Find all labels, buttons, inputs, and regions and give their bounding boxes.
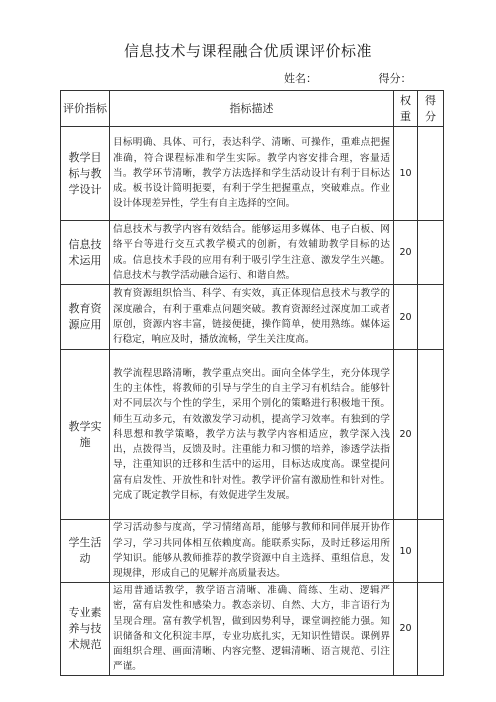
row-score-cell[interactable]	[418, 520, 444, 583]
table-header-row	[61, 91, 444, 127]
row-description: 运用普通话教学，教学语言清晰、准确、简练、生动、逻辑严密，富有启发性和感染力。教态亲切、自然、大方，非言语行为呈现合理。富有教学机智，做到因势利导，课堂调控能力强。知识储备和文化积淀丰厚，专业功底扎实，无知识性错误。课例界面组织合理、画面清晰、内容完整、逻辑清晰、语言规范、引注严谨。	[110, 583, 394, 676]
row-weight: 20	[394, 350, 418, 520]
row-weight: 10	[394, 520, 418, 583]
row-category: 信息技术运用	[61, 221, 110, 285]
row-weight: 10	[394, 127, 418, 221]
row-category: 专业素养与技术规范	[61, 583, 110, 676]
table-row	[61, 583, 444, 676]
row-score-cell[interactable]	[418, 350, 444, 520]
row-category: 教学目标与教学设计	[61, 127, 110, 221]
table-row	[61, 285, 444, 350]
name-label: 姓名：	[284, 72, 317, 85]
row-score-cell[interactable]	[418, 285, 444, 350]
header-description: 指标描述	[110, 91, 394, 127]
row-score-cell[interactable]	[418, 583, 444, 676]
table-row	[61, 520, 444, 583]
page-title: 信息技术与课程融合优质课评价标准	[123, 42, 372, 60]
row-description: 信息技术与教学内容有效结合。能够运用多媒体、电子白板、网络平台等进行交互式教学模式的创新，有效辅助教学目标的达成。信息技术手段的应用有利于吸引学生注意、激发学生兴趣。信息技术与教学活动融合运行、和谐自然。	[110, 221, 394, 285]
row-description: 教学流程思路清晰，教学重点突出。面向全体学生，充分体现学生的主体性，将教师的引导与学生的自主学习有机结合。能够针对不同层次与个性的学生，采用个别化的策略进行积极地干预。师生互动多元，有效激发学习动机，提高学习效率。有独到的学科思想和教学策略，教学方法与教学内容相适应，教学深入浅出，点拨得当，反馈及时。注重能力和习惯的培养，渗透学法指导，注重知识的迁移和生活中的运用，目标达成度高。课堂提问富有启发性、开放性和针对性。教学评价富有激励性和针对性。完成了既定教学目标，有效促进学生发展。	[110, 350, 394, 520]
row-weight: 20	[394, 285, 418, 350]
table-row	[61, 221, 444, 285]
evaluation-table	[60, 90, 444, 676]
row-description: 目标明确、具体、可行，表达科学、清晰、可操作，重难点把握准确，符合课程标准和学生实际。教学内容安排合理，容量适当。教学环节清晰，教学方法选择和学生活动设计有利于目标达成。板书设计简明扼要，有利于学生把握重点，突破难点。作业设计体现差异性，学生有自主选择的空间。	[110, 127, 394, 221]
header-score: 得分	[418, 91, 444, 127]
table-row	[61, 127, 444, 221]
header-fields	[284, 70, 412, 86]
table-row	[61, 350, 444, 520]
header-item: 评价指标	[61, 91, 110, 127]
row-score-cell[interactable]	[418, 221, 444, 285]
row-description: 学习活动参与度高，学习情绪高昂，能够与教师和同伴展开协作学习，学习共同体相互依赖度高。能联系实际，及时迁移运用所学知识。能够从教师推荐的教学资源中自主选择、重组信息，发现规律，形成自己的见解并高质量表达。	[110, 520, 394, 583]
score-label: 得分：	[378, 72, 412, 85]
row-description: 教育资源组织恰当、科学、有实效，真正体现信息技术与教学的深度融合，有利于重难点问题突破。教育资源经过深度加工或者原创，资源内容丰富，链接便捷，操作简单，使用熟练。媒体运行稳定，响应及时，播放流畅，学生关注度高。	[110, 285, 394, 350]
header-weight: 权重	[394, 91, 418, 127]
row-weight: 20	[394, 583, 418, 676]
row-weight: 20	[394, 221, 418, 285]
row-category: 学生活动	[61, 520, 110, 583]
row-score-cell[interactable]	[418, 127, 444, 221]
row-category: 教育资源应用	[61, 285, 110, 350]
row-category: 教学实施	[61, 350, 110, 520]
